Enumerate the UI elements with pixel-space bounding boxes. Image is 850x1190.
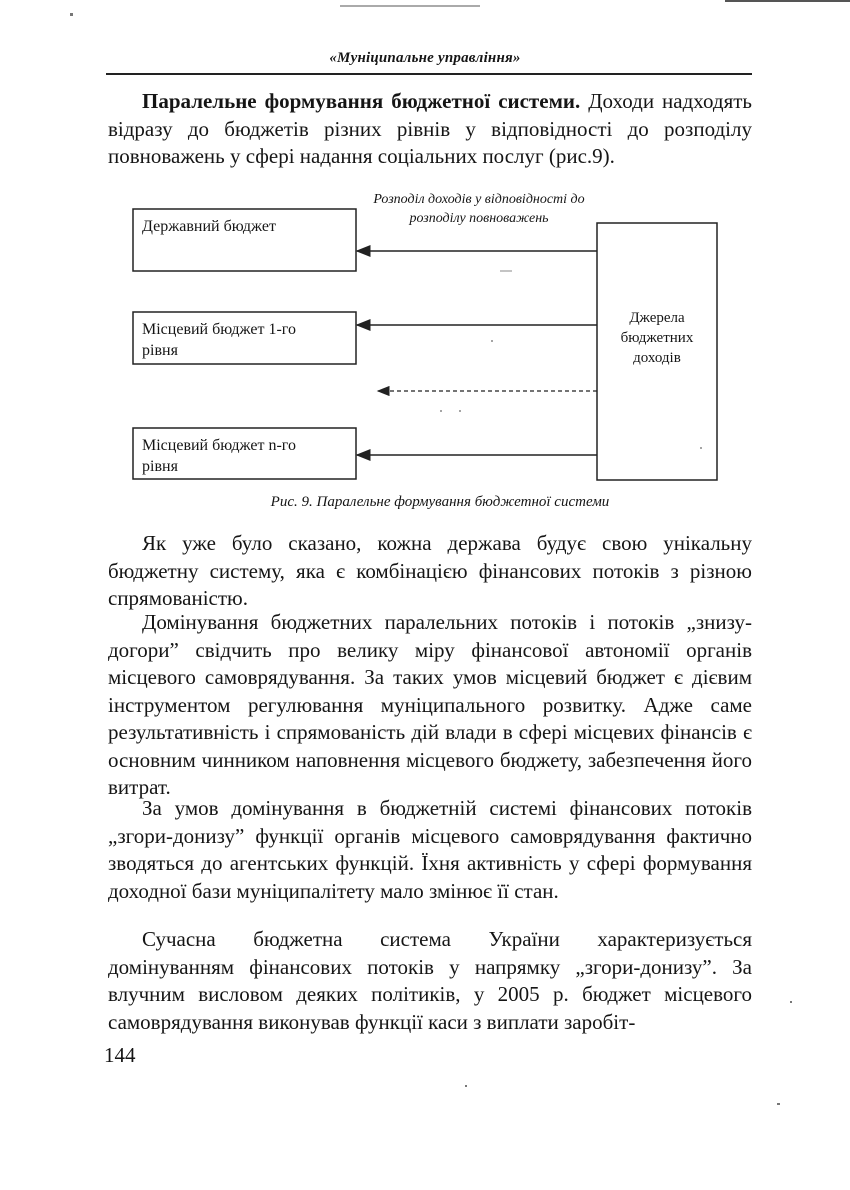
figure-caption: Рис. 9. Паралельне формування бюджетної системи: [270, 494, 610, 510]
scan-speck: [790, 1001, 792, 1003]
scan-speck: [700, 447, 702, 449]
intro-bold-lead: Паралельне формування бюджетної системи.: [142, 89, 581, 113]
label-local-budget-n: Місцевий бюджет n-го рівня: [142, 437, 296, 475]
intro-text: Доходи надходять відразу до бюджетів різних рівнів у відповідності до розподілу повноважень у сфері надання соціальних послуг (рис.9).: [108, 89, 752, 168]
scan-speck: [459, 410, 461, 412]
page-number: 144: [104, 1043, 136, 1067]
body-paragraph-4: Сучасна бюджетна система України характеризується домінуванням фінансових потоків у напрямку „згори-донизу”. За влучним висловом деяких політиків, у 2005 р. бюджет місцевого самоврядування виконував функції каси з виплати заробіт-: [108, 927, 752, 1034]
scan-speck: [465, 1085, 467, 1087]
body-paragraph-1: Як уже було сказано, кожна держава будує свою унікальну бюджетну систему, яка є комбінацією фінансових потоків з різною спрямованістю.: [108, 531, 752, 610]
body-paragraph-3: За умов домінування в бюджетній системі фінансових потоків „згори-донизу” функції органів місцевого самоврядування фактично зводяться до агентських функцій. Їхня активність у сфері формування доходної бази муніципалітету мало змінює її стан.: [108, 796, 752, 903]
scan-speck: [777, 1103, 780, 1105]
label-state-budget: Державний бюджет: [142, 218, 276, 235]
scan-speck: [440, 410, 442, 412]
label-local-budget-1: Місцевий бюджет 1-го рівня: [142, 321, 296, 359]
scan-speck: [491, 340, 493, 342]
diagram-lines: [0, 0, 850, 520]
body-paragraph-2: Домінування бюджетних паралельних потоків і потоків „знизу-догори” свідчить про велику міру фінансової автономії органів місцевого самоврядування. За таких умов місцевий бюджет є дієвим інструментом регулювання муніципального розвитку. Адже саме результативність і спрямованість дій влади в сфері місцевих фінансів є основним чинником наповнення місцевого бюджету, забезпечення його витрат.: [108, 610, 752, 799]
running-header: «Муніципальне управління»: [329, 50, 521, 66]
label-revenue-source: Джерела бюджетних доходів: [620, 310, 694, 366]
arrow-caption: Розподіл доходів у відповідності до розподілу повноважень: [373, 192, 585, 226]
